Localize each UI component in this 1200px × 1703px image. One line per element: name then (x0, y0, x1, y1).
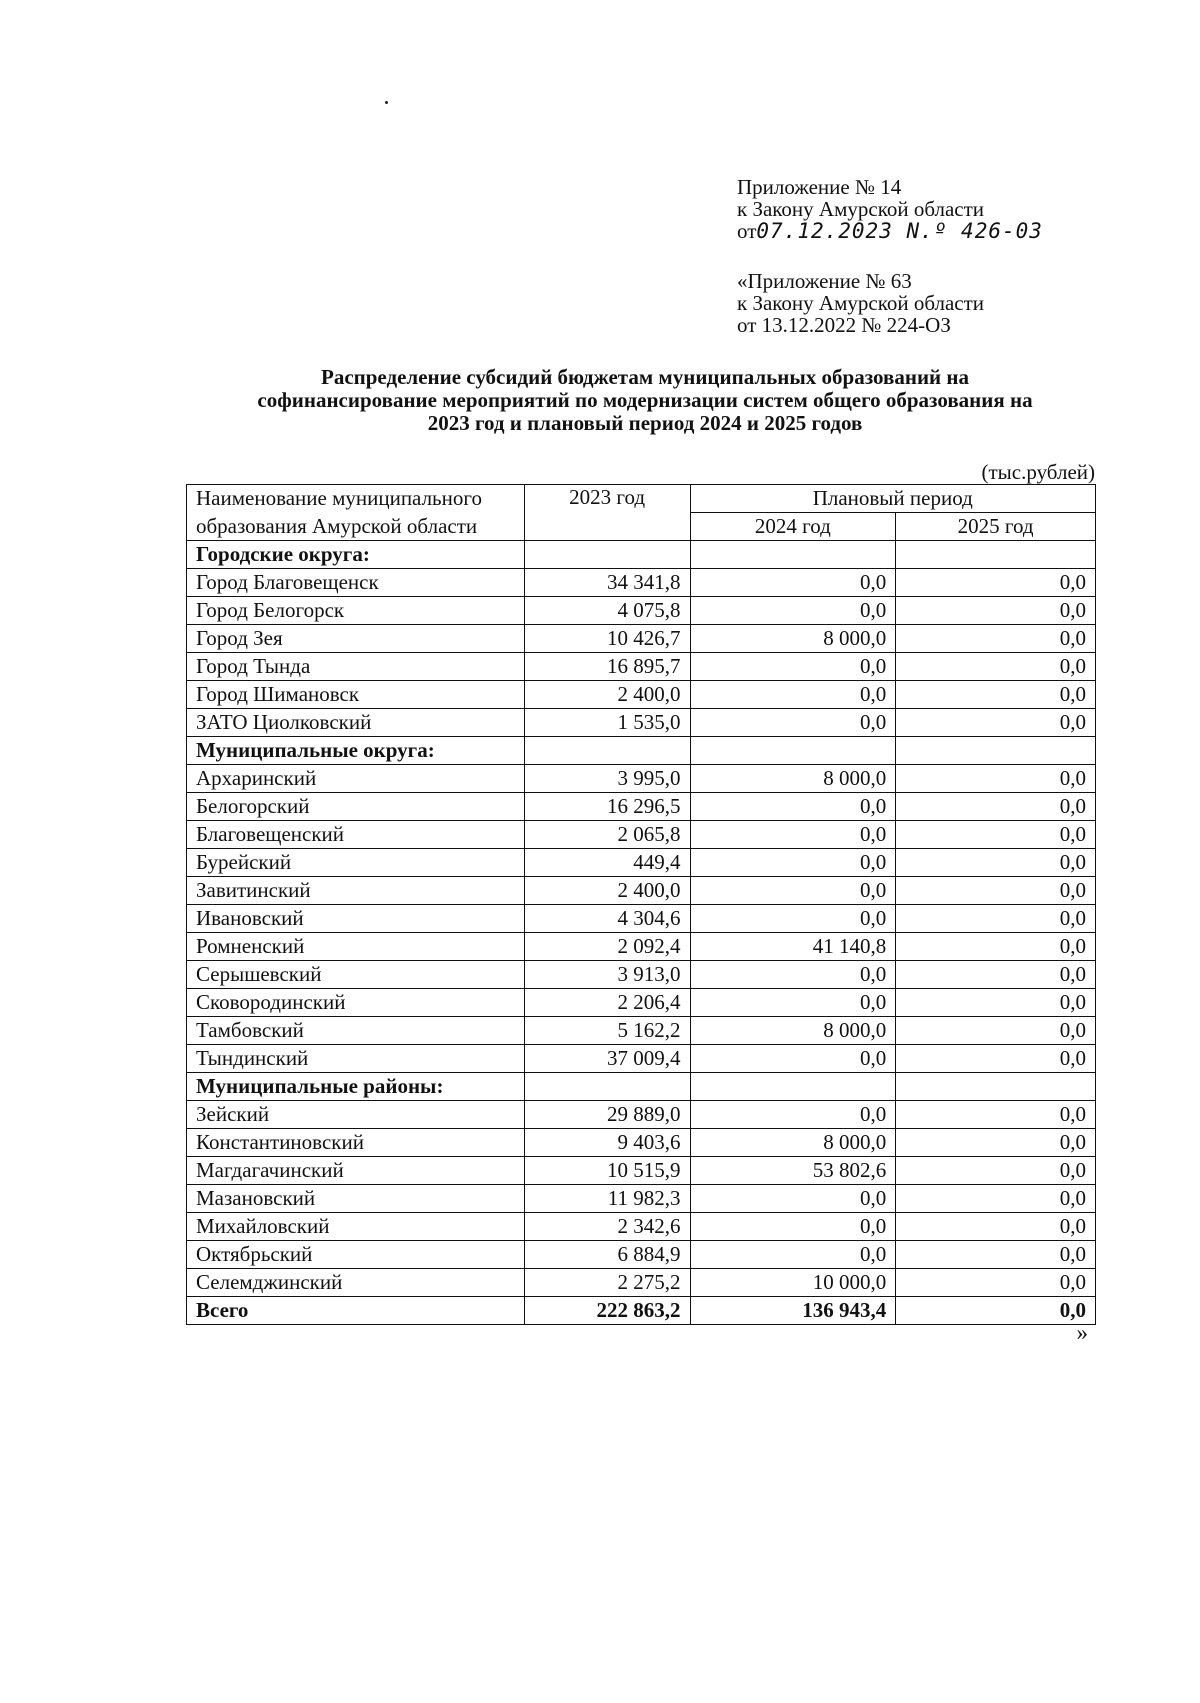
value-2025: 0,0 (896, 793, 1096, 821)
section-title: Муниципальные округа: (187, 737, 525, 765)
value-2023: 16 296,5 (524, 793, 690, 821)
value-2024: 8 000,0 (690, 1017, 896, 1045)
section-row (187, 737, 1096, 765)
municipality-name: Город Шимановск (187, 681, 525, 709)
scan-speck (385, 101, 388, 104)
value-2025: 0,0 (896, 1101, 1096, 1129)
value-2023: 2 275,2 (524, 1269, 690, 1297)
value-2024: 0,0 (690, 1045, 896, 1073)
table-row (187, 1157, 1096, 1185)
value-2023: 16 895,7 (524, 653, 690, 681)
value-2023: 10 426,7 (524, 625, 690, 653)
value-2025: 0,0 (896, 933, 1096, 961)
empty-cell (896, 541, 1096, 569)
value-2023: 9 403,6 (524, 1129, 690, 1157)
value-2025: 0,0 (896, 709, 1096, 737)
value-2023: 4 075,8 (524, 597, 690, 625)
value-2025: 0,0 (896, 1213, 1096, 1241)
appendix-current-line1: Приложение № 14 (737, 175, 902, 199)
value-2025: 0,0 (896, 1157, 1096, 1185)
section-title: Муниципальные районы: (187, 1073, 525, 1101)
title-line1: Распределение субсидий бюджетам муниципальных образований на (321, 365, 969, 389)
value-2024: 53 802,6 (690, 1157, 896, 1185)
total-2024: 136 943,4 (690, 1297, 896, 1325)
value-2023: 37 009,4 (524, 1045, 690, 1073)
appendix-original-line1: «Приложение № 63 (737, 269, 912, 293)
table-row (187, 877, 1096, 905)
value-2025: 0,0 (896, 1241, 1096, 1269)
value-2025: 0,0 (896, 597, 1096, 625)
value-2023: 10 515,9 (524, 1157, 690, 1185)
value-2023: 6 884,9 (524, 1241, 690, 1269)
table-row (187, 709, 1096, 737)
municipality-name: Сковородинский (187, 989, 525, 1017)
value-2024: 0,0 (690, 989, 896, 1017)
total-2025: 0,0 (896, 1297, 1096, 1325)
table-row (187, 569, 1096, 597)
municipality-name: Мазановский (187, 1185, 525, 1213)
table-row (187, 1185, 1096, 1213)
municipality-name: Город Тында (187, 653, 525, 681)
value-2024: 0,0 (690, 709, 896, 737)
municipality-name: Город Зея (187, 625, 525, 653)
total-row (187, 1297, 1096, 1325)
appendix-original-line3: от 13.12.2022 № 224-ОЗ (737, 313, 951, 337)
value-2025: 0,0 (896, 905, 1096, 933)
value-2024: 0,0 (690, 681, 896, 709)
header-2023-blank (524, 513, 690, 541)
table-row (187, 765, 1096, 793)
value-2023: 2 400,0 (524, 877, 690, 905)
empty-cell (896, 737, 1096, 765)
municipality-name: Октябрьский (187, 1241, 525, 1269)
table-row (187, 1017, 1096, 1045)
header-2023: 2023 год (524, 485, 690, 513)
empty-cell (690, 1073, 896, 1101)
subsidy-table (186, 484, 1096, 1325)
value-2023: 3 913,0 (524, 961, 690, 989)
table-row (187, 1213, 1096, 1241)
value-2025: 0,0 (896, 849, 1096, 877)
empty-cell (690, 541, 896, 569)
value-2025: 0,0 (896, 821, 1096, 849)
header-name-line1: Наименование муниципального (187, 485, 525, 513)
value-2025: 0,0 (896, 765, 1096, 793)
municipality-name: Магдагачинский (187, 1157, 525, 1185)
value-2023: 4 304,6 (524, 905, 690, 933)
value-2025: 0,0 (896, 961, 1096, 989)
table-row (187, 793, 1096, 821)
value-2024: 10 000,0 (690, 1269, 896, 1297)
value-2023: 2 400,0 (524, 681, 690, 709)
table-body (187, 485, 1096, 1325)
appendix-current-line3 (737, 220, 1043, 242)
document-title (180, 366, 1110, 435)
municipality-name: Архаринский (187, 765, 525, 793)
appendix-current (737, 176, 1043, 242)
value-2023: 1 535,0 (524, 709, 690, 737)
header-2025: 2025 год (896, 513, 1096, 541)
table-row (187, 905, 1096, 933)
table-row (187, 1269, 1096, 1297)
value-2025: 0,0 (896, 1017, 1096, 1045)
value-2024: 41 140,8 (690, 933, 896, 961)
title-line3: 2023 год и плановый период 2024 и 2025 годов (427, 411, 863, 435)
units-label: (тыс.рублей) (981, 460, 1095, 484)
value-2023: 3 995,0 (524, 765, 690, 793)
value-2024: 0,0 (690, 905, 896, 933)
municipality-name: Ивановский (187, 905, 525, 933)
value-2024: 8 000,0 (690, 765, 896, 793)
table-row (187, 597, 1096, 625)
table-row (187, 1045, 1096, 1073)
value-2023: 2 092,4 (524, 933, 690, 961)
municipality-name: Ромненский (187, 933, 525, 961)
appendix-current-prefix: от (737, 219, 757, 243)
value-2024: 0,0 (690, 597, 896, 625)
table-row (187, 653, 1096, 681)
total-label: Всего (187, 1297, 525, 1325)
municipality-name: Город Благовещенск (187, 569, 525, 597)
value-2024: 8 000,0 (690, 1129, 896, 1157)
section-row (187, 1073, 1096, 1101)
header-row-2 (187, 513, 1096, 541)
table-row (187, 933, 1096, 961)
value-2024: 0,0 (690, 1185, 896, 1213)
table-row (187, 961, 1096, 989)
value-2025: 0,0 (896, 1045, 1096, 1073)
value-2025: 0,0 (896, 653, 1096, 681)
value-2025: 0,0 (896, 1129, 1096, 1157)
value-2024: 0,0 (690, 793, 896, 821)
municipality-name: Бурейский (187, 849, 525, 877)
empty-cell (524, 541, 690, 569)
value-2023: 2 206,4 (524, 989, 690, 1017)
header-name-line2: образования Амурской области (187, 513, 525, 541)
table-row (187, 681, 1096, 709)
value-2025: 0,0 (896, 1269, 1096, 1297)
value-2024: 0,0 (690, 961, 896, 989)
header-row-1 (187, 485, 1096, 513)
municipality-name: Благовещенский (187, 821, 525, 849)
municipality-name: ЗАТО Циолковский (187, 709, 525, 737)
section-title: Городские округа: (187, 541, 525, 569)
value-2024: 0,0 (690, 1101, 896, 1129)
value-2023: 449,4 (524, 849, 690, 877)
value-2024: 0,0 (690, 849, 896, 877)
table-row (187, 625, 1096, 653)
municipality-name: Белогорский (187, 793, 525, 821)
municipality-name: Михайловский (187, 1213, 525, 1241)
municipality-name: Селемджинский (187, 1269, 525, 1297)
section-row (187, 541, 1096, 569)
municipality-name: Город Белогорск (187, 597, 525, 625)
table-row (187, 1129, 1096, 1157)
value-2024: 0,0 (690, 877, 896, 905)
value-2024: 8 000,0 (690, 625, 896, 653)
appendix-original-line2: к Закону Амурской области (737, 291, 985, 315)
table-row (187, 1241, 1096, 1269)
value-2023: 5 162,2 (524, 1017, 690, 1045)
empty-cell (896, 1073, 1096, 1101)
value-2025: 0,0 (896, 1185, 1096, 1213)
empty-cell (690, 737, 896, 765)
closing-quote: » (1076, 1320, 1088, 1345)
empty-cell (524, 1073, 690, 1101)
value-2023: 2 065,8 (524, 821, 690, 849)
value-2025: 0,0 (896, 681, 1096, 709)
title-line2: софинансирование мероприятий по модернизации систем общего образования на (257, 388, 1033, 412)
municipality-name: Тындинский (187, 1045, 525, 1073)
value-2024: 0,0 (690, 1241, 896, 1269)
header-2024: 2024 год (690, 513, 896, 541)
value-2024: 0,0 (690, 653, 896, 681)
header-planned-period: Плановый период (690, 485, 1096, 513)
value-2023: 29 889,0 (524, 1101, 690, 1129)
value-2025: 0,0 (896, 625, 1096, 653)
municipality-name: Константиновский (187, 1129, 525, 1157)
table-row (187, 821, 1096, 849)
value-2023: 2 342,6 (524, 1213, 690, 1241)
table-row (187, 989, 1096, 1017)
table-row (187, 849, 1096, 877)
value-2025: 0,0 (896, 569, 1096, 597)
value-2023: 34 341,8 (524, 569, 690, 597)
value-2024: 0,0 (690, 821, 896, 849)
municipality-name: Завитинский (187, 877, 525, 905)
value-2024: 0,0 (690, 569, 896, 597)
municipality-name: Зейский (187, 1101, 525, 1129)
appendix-original (737, 270, 984, 336)
value-2024: 0,0 (690, 1213, 896, 1241)
value-2025: 0,0 (896, 877, 1096, 905)
total-2023: 222 863,2 (524, 1297, 690, 1325)
value-2025: 0,0 (896, 989, 1096, 1017)
municipality-name: Тамбовский (187, 1017, 525, 1045)
appendix-current-line2: к Закону Амурской области (737, 197, 985, 221)
table-row (187, 1101, 1096, 1129)
value-2023: 11 982,3 (524, 1185, 690, 1213)
empty-cell (524, 737, 690, 765)
municipality-name: Серышевский (187, 961, 525, 989)
handwritten-date-number: 07.12.2023 N.º 426-03 (756, 219, 1043, 243)
